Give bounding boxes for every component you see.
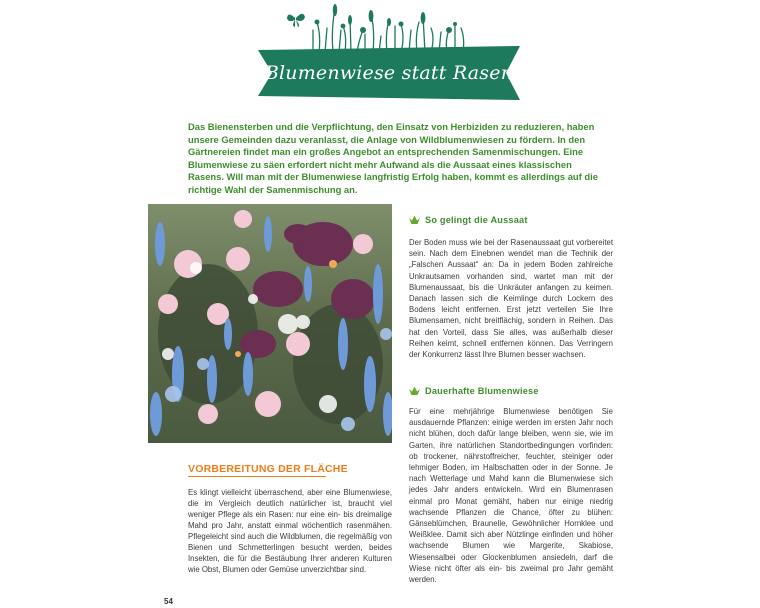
aussaat-heading [409, 213, 528, 227]
section-body: Es klingt vielleicht überraschend, aber eine Blumenwiese, die im Vergleich deutlich natürlicher ist, braucht viel weniger Pflege als ein Rasen: nur eine ein- bis dreimalige Mahd pro Jahr, anstatt einmal wöchentlich rasenmähen. Pflegeleicht sind auch die Wildblumen, die regelmäßig von Bienen und Schmetterlingen besucht werden, beides Insekten, die für die Bestäubung Ihrer anderen Kulturen wie Obst, Blumen oder Gemüse unverzichtbar sind. [188, 488, 392, 574]
intro-text: Das Bienensterben und die Verpflichtung, den Einsatz von Herbiziden zu reduzieren, haben unsere Gemeinden dazu veranlasst, die Anlage von Wildblumenwiesen zu fördern. In den Gärtnereien findet man ein großes Angebot an entsprechenden Samenmischungen. Eine Blumenwiese zu säen erfordert nicht mehr Aufwand als die Aussaat eines klassischen Rasens. Will man mit der Blumenwiese langfristig Erfolg haben, kommt es allerdings auf die richtige Wahl der Samenmischung an. [188, 121, 598, 195]
crown-leaf-icon [409, 386, 420, 396]
aussaat-heading-text: So gelingt die Aussaat [425, 215, 528, 225]
flower-meadow-photo [148, 204, 392, 443]
aussaat-body [409, 237, 613, 360]
dauerhaft-text: Für eine mehrjährige Blumenwiese benötigen Sie ausdauernde Pflanzen: einige werden im ersten Jahr noch nicht blühen, doch dafür lange bleiben, wenn sie, wie im Garten, ihre natürlichen Standortbedingungen vorfinden: ob trockener, nährstoffreicher, feuchter, steiniger oder lehmiger Boden, im Halbschatten oder in der Sonne. Je nach Wetterlage und Mahd kann die Blumenwiese sich jedes Jahr anders entwickeln. Wird ein Blumenrasen einmal pro Monat gemäht, haben nur einige niedrig wachsende Pflanzen die Chance, öfter zu blühen: Gänseblümchen, Braunelle, Gewöhnlicher Hornklee und Weißklee. Damit sich aber Nützlinge einfinden und höher wachsende Blumen wie Margerite, Skabiose, Wiesensalbei oder Glockenblumen ansiedeln, darf die Wiese nicht öfter als ein- bis zweimal pro Jahr gemäht werden. [409, 407, 613, 585]
dauerhaft-heading [409, 384, 539, 398]
page-number: 54 [164, 597, 173, 606]
crown-leaf-icon [409, 215, 420, 225]
dauerhaft-body [409, 406, 613, 585]
section-heading: VORBEREITUNG DER FLÄCHE [188, 463, 348, 475]
heading-underline [188, 476, 326, 477]
page-title: Blumenwiese statt Rasen [264, 62, 514, 84]
dauerhaft-heading-text: Dauerhafte Blumenwiese [425, 386, 539, 396]
intro-paragraph [188, 121, 608, 197]
aussaat-text: Der Boden muss wie bei der Rasenaussaat gut vorbereitet sein. Nach dem Einebnen wendet man die Technik der „Falschen Aussaat“ an: Da in jedem Boden zahlreiche Unkrautsamen vorhanden sind, wartet man mit der Blumenaussaat, bis die Unkräuter anfangen zu keimen. Danach lassen sich die Keimlinge durch Lockern des Bodens leicht entfernen. Erst jetzt verteilen Sie Ihre Blumensamen, nicht breitflächig, sondern in Reihen. Das hat den Vorteil, dass Sie alles, was außerhalb dieser Reihen keimt, schnell entfernen können. Das Verringern der Konkurrenz lässt Ihre Blumen besser wachsen. [409, 238, 613, 360]
